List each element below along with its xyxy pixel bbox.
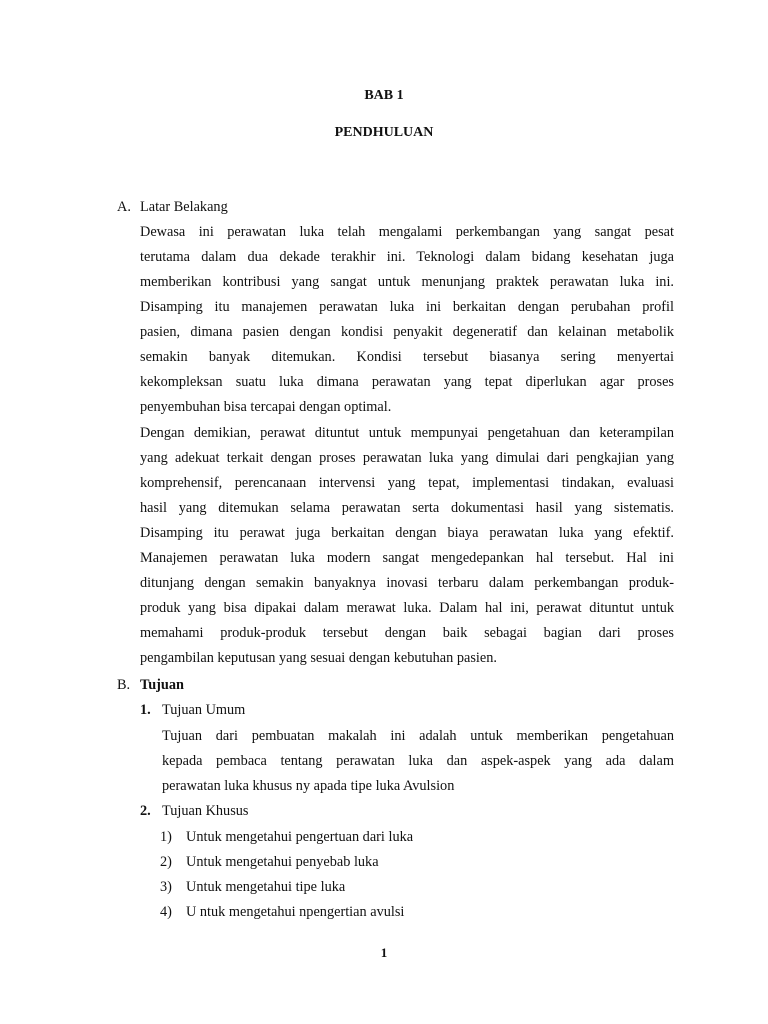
- section-a-heading: Latar Belakang: [140, 199, 228, 215]
- paragraph-line: memahami produk-produk tersebut dengan baik sebagai bagian dari proses: [140, 625, 674, 641]
- list-item-number: 3): [160, 879, 172, 895]
- paragraph-line: pengambilan keputusan yang sesuai dengan kebutuhan pasien.: [140, 650, 497, 666]
- paragraph-line: terutama dalam dua dekade terakhir ini. Teknologi dalam bidang kesehatan juga: [140, 249, 674, 265]
- item-2-label: Tujuan Khusus: [162, 803, 249, 819]
- paragraph-line: hasil yang ditemukan selama perawatan serta dokumentasi hasil yang sistematis.: [140, 500, 674, 516]
- paragraph-line: Dengan demikian, perawat dituntut untuk mempunyai pengetahuan dan keterampilan: [140, 425, 674, 441]
- list-item-text: U ntuk mengetahui npengertian avulsi: [186, 904, 405, 920]
- paragraph-line: komprehensif, perencanaan intervensi yang tepat, implementasi tindakan, evaluasi: [140, 475, 674, 491]
- paragraph-line: kepada pembaca tentang perawatan luka dan aspek-aspek yang ada dalam: [162, 753, 674, 769]
- paragraph-line: perawatan luka khusus ny apada tipe luka Avulsion: [162, 778, 455, 794]
- paragraph-line: yang adekuat terkait dengan proses perawatan luka yang dimulai dari pengkajian yang: [140, 450, 674, 466]
- item-2-number: 2.: [140, 803, 151, 819]
- list-item-text: Untuk mengetahui penyebab luka: [186, 854, 379, 870]
- list-item: [160, 900, 404, 925]
- page-number: 1: [380, 945, 388, 960]
- list-item-text: Untuk mengetahui tipe luka: [186, 879, 346, 895]
- paragraph-line: Manajemen perawatan luka modern sangat mengedepankan hal tersebut. Hal ini: [140, 550, 674, 566]
- list-item: [160, 875, 345, 900]
- paragraph-line: memberikan kontribusi yang sangat untuk menunjang praktek perawatan luka ini.: [140, 274, 674, 290]
- item-1-number: 1.: [140, 702, 151, 718]
- chapter-number: BAB 1: [364, 88, 404, 103]
- list-item: [160, 850, 379, 875]
- list-item-number: 1): [160, 829, 172, 845]
- paragraph-line: Disamping itu manajemen perawatan luka ini berkaitan dengan perubahan profil: [140, 299, 674, 315]
- list-item-number: 2): [160, 854, 172, 870]
- paragraph-line: ditunjang dengan semakin banyaknya inovasi terbaru dalam perkembangan produk-: [140, 575, 674, 591]
- item-1-label: Tujuan Umum: [162, 702, 246, 718]
- list-item-number: 4): [160, 904, 172, 920]
- list-item: [160, 825, 413, 850]
- paragraph-line: penyembuhan bisa tercapai dengan optimal.: [140, 399, 392, 415]
- section-b-heading: Tujuan: [140, 677, 184, 693]
- paragraph-line: pasien, dimana pasien dengan kondisi penyakit degeneratif dan kelainan metabolik: [140, 324, 674, 340]
- section-b-marker: B.: [117, 677, 131, 693]
- paragraph-line: Tujuan dari pembuatan makalah ini adalah untuk memberikan pengetahuan: [162, 728, 674, 744]
- paragraph-line: produk yang bisa dipakai dalam merawat luka. Dalam hal ini, perawat dituntut untuk: [140, 600, 674, 616]
- paragraph-line: semakin banyak ditemukan. Kondisi tersebut biasanya sering menyertai: [140, 349, 674, 365]
- paragraph-line: kekompleksan suatu luka dimana perawatan yang tepat diperlukan agar proses: [140, 374, 674, 390]
- paragraph-line: Disamping itu perawat juga berkaitan dengan biaya perawatan luka yang efektif.: [140, 525, 674, 541]
- paragraph-line: Dewasa ini perawatan luka telah mengalami perkembangan yang sangat pesat: [140, 224, 674, 240]
- chapter-title: PENDHULUAN: [334, 125, 434, 140]
- section-a-marker: A.: [117, 199, 131, 215]
- list-item-text: Untuk mengetahui pengertuan dari luka: [186, 829, 414, 845]
